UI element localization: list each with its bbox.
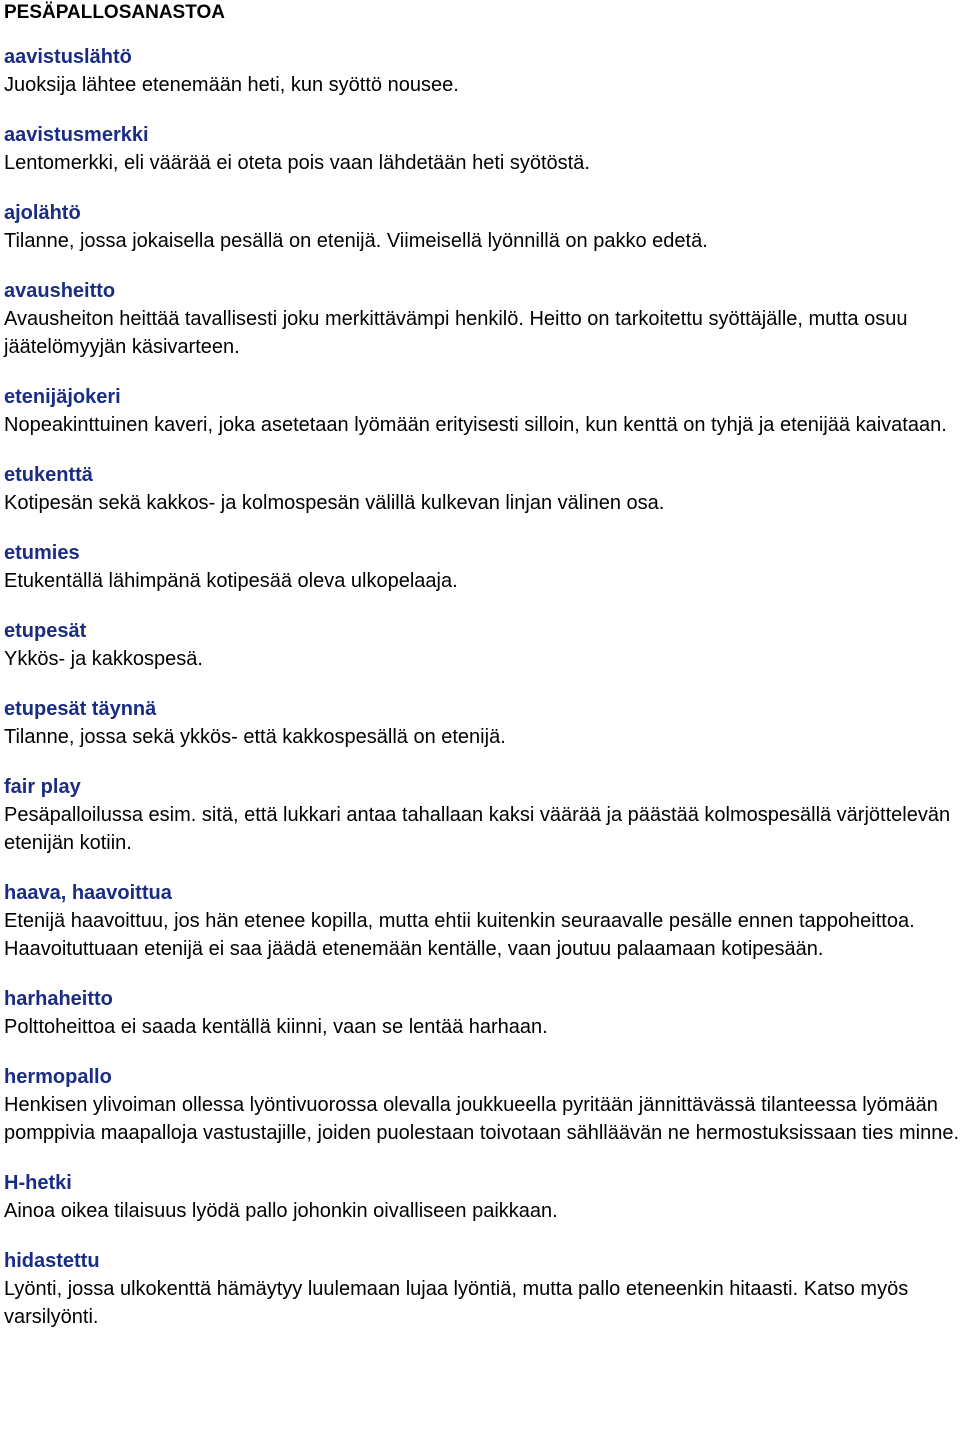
glossary-definition: Polttoheittoa ei saada kentällä kiinni, vaan se lentää harhaan. (4, 1016, 548, 1038)
glossary-definition: Kotipesän sekä kakkos- ja kolmospesän välillä kulkevan linjan välinen osa. (4, 492, 665, 514)
glossary-entry (4, 280, 960, 361)
glossary-entry (4, 464, 960, 517)
glossary-term: haava, haavoittua (4, 882, 172, 904)
glossary-term: ajolähtö (4, 202, 81, 224)
glossary-term: etupesät täynnä (4, 698, 157, 720)
glossary-term: etumies (4, 542, 80, 564)
glossary-definition: Pesäpalloilussa esim. sitä, että lukkari antaa tahallaan kaksi väärää ja päästää kolmospesällä värjöttelevän etenijän kotiin. (4, 804, 951, 854)
glossary-list (4, 46, 960, 1331)
glossary-definition: Avausheiton heittää tavallisesti joku merkittävämpi henkilö. Heitto on tarkoitettu syöttäjälle, mutta osuu jäätelömyyjän käsivarteen. (4, 308, 908, 358)
glossary-definition: Lentomerkki, eli väärää ei oteta pois vaan lähdetään heti syötöstä. (4, 152, 590, 174)
glossary-definition: Tilanne, jossa sekä ykkös- että kakkospesällä on etenijä. (4, 726, 506, 748)
glossary-entry (4, 1066, 960, 1147)
glossary-definition: Nopeakinttuinen kaveri, joka asetetaan lyömään erityisesti silloin, kun kenttä on tyhjä ja etenijää kaivataan. (4, 414, 947, 436)
glossary-definition: Juoksija lähtee etenemään heti, kun syöttö nousee. (4, 74, 459, 96)
glossary-term: fair play (4, 776, 81, 798)
glossary-definition: Ainoa oikea tilaisuus lyödä pallo johonkin oivalliseen paikkaan. (4, 1200, 558, 1222)
glossary-definition: Etenijä haavoittuu, jos hän etenee kopilla, mutta ehtii kuitenkin seuraavalle pesälle ennen tappoheittoa. Haavoituttuaan etenijä ei saa jäädä etenemään kentälle, vaan joutuu palaamaan kotipesään. (4, 910, 915, 960)
glossary-term: H-hetki (4, 1172, 72, 1194)
glossary-definition: Ykkös- ja kakkospesä. (4, 648, 203, 670)
glossary-term: avausheitto (4, 280, 116, 302)
glossary-entry (4, 988, 960, 1041)
glossary-definition: Henkisen ylivoiman ollessa lyöntivuorossa olevalla joukkueella pyritään jännittävässä tilanteessa lyömään pomppivia maapalloja vastustajille, joiden puolestaan toivotaan sählläävän ne hermostuksissaan ties minne. (4, 1094, 960, 1144)
glossary-term: hidastettu (4, 1250, 100, 1272)
glossary-entry (4, 882, 960, 963)
glossary-term: etupesät (4, 620, 87, 642)
glossary-term: harhaheitto (4, 988, 113, 1010)
glossary-entry (4, 386, 960, 439)
glossary-entry (4, 1172, 960, 1225)
glossary-entry (4, 1250, 960, 1331)
glossary-definition: Etukentällä lähimpänä kotipesää oleva ulkopelaaja. (4, 570, 458, 592)
glossary-entry (4, 620, 960, 673)
glossary-definition: Lyönti, jossa ulkokenttä hämäytyy luulemaan lujaa lyöntiä, mutta pallo eteneenkin hitaasti. Katso myös varsilyönti. (4, 1278, 909, 1328)
glossary-definition: Tilanne, jossa jokaisella pesällä on etenijä. Viimeisellä lyönnillä on pakko edetä. (4, 230, 708, 252)
glossary-entry (4, 542, 960, 595)
glossary-term: etukenttä (4, 464, 93, 486)
glossary-entry (4, 46, 960, 99)
document-title: PESÄPALLOSANASTOA (4, 2, 225, 23)
document-page (0, 2, 960, 1446)
glossary-entry (4, 776, 960, 857)
glossary-term: etenijäjokeri (4, 386, 121, 408)
glossary-entry (4, 698, 960, 751)
glossary-term: hermopallo (4, 1066, 112, 1088)
glossary-term: aavistuslähtö (4, 46, 132, 68)
glossary-term: aavistusmerkki (4, 124, 149, 146)
glossary-entry (4, 202, 960, 255)
glossary-entry (4, 124, 960, 177)
